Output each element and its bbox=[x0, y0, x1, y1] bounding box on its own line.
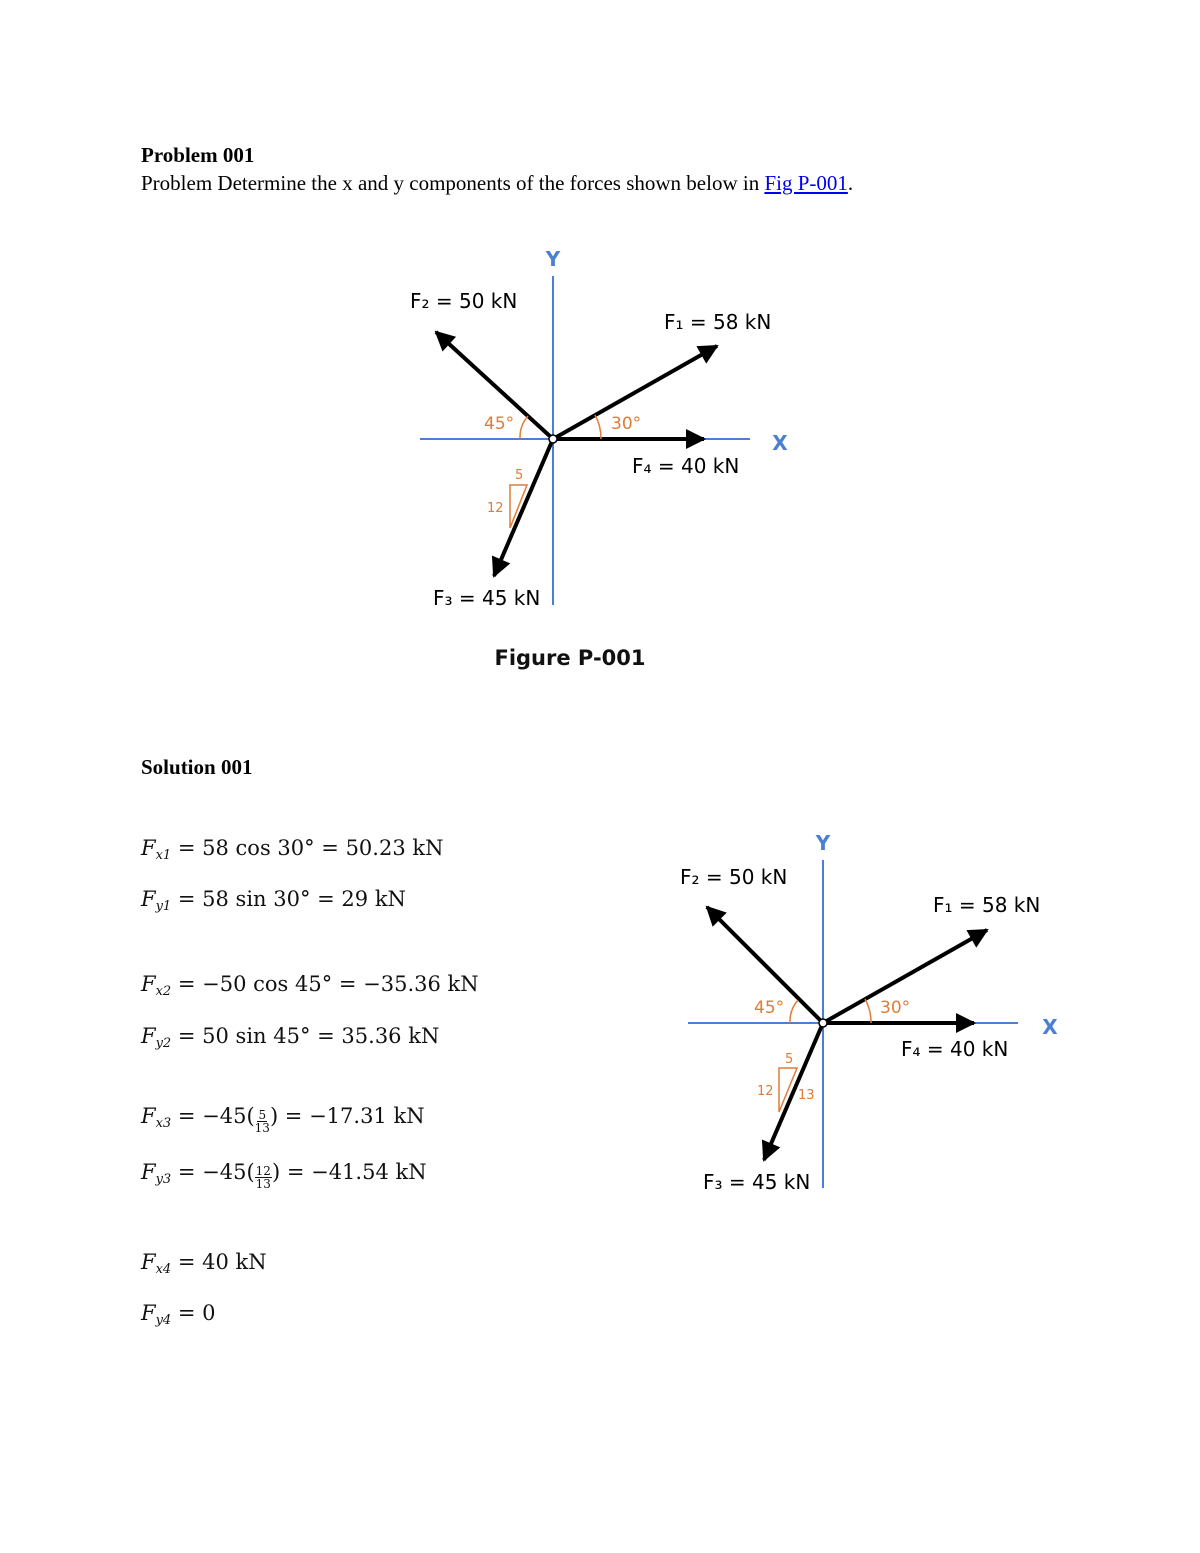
angle-30-label: 30° bbox=[880, 998, 911, 1018]
equation-fy4: $F_{y4} = 0$ bbox=[141, 1301, 216, 1328]
f4-label: F₄ = 40 kN bbox=[901, 1037, 1009, 1061]
equation-fy3: $F_{y3} = -45$( $\frac{12}{13}$ ) = −41.54 kN bbox=[141, 1160, 427, 1191]
figure-caption: Figure P-001 bbox=[494, 646, 646, 670]
origin-point bbox=[819, 1019, 827, 1027]
problem-text-end: . bbox=[847, 171, 854, 195]
f3-label: F₃ = 45 kN bbox=[703, 1170, 811, 1194]
x-axis-label: X bbox=[1042, 1015, 1058, 1039]
angle-45-arc bbox=[520, 416, 528, 439]
angle-30-label: 30° bbox=[611, 414, 642, 434]
angle-45-label: 45° bbox=[484, 414, 515, 434]
angle-30-arc bbox=[595, 415, 601, 439]
y-axis-label: Y bbox=[545, 247, 561, 271]
f4-label: F₄ = 40 kN bbox=[632, 454, 740, 478]
equation-fx3: $F_{x3} = -45$( $\frac{5}{13}$ ) = −17.31 kN bbox=[141, 1104, 425, 1135]
equation-fx2: $F_{x2} = -50$ cos 45° = −35.36 kN bbox=[141, 972, 479, 999]
slope-hyp-label: 13 bbox=[798, 1088, 815, 1103]
angle-45-label: 45° bbox=[754, 998, 785, 1018]
equation-fy1: $F_{y1} = 58$ sin 30° = 29 kN bbox=[141, 887, 406, 914]
solution-title: Solution 001 bbox=[141, 755, 253, 779]
slope-run-label: 5 bbox=[515, 468, 524, 483]
angle-45-arc bbox=[790, 1000, 798, 1023]
equation-fx1: $F_{x1} = 58$ cos 30° = 50.23 kN bbox=[141, 836, 444, 863]
slope-run-label: 5 bbox=[785, 1052, 794, 1067]
f1-label: F₁ = 58 kN bbox=[933, 893, 1041, 917]
problem-title: Problem 001 bbox=[141, 143, 255, 167]
x-axis-label: X bbox=[772, 431, 788, 455]
origin-point bbox=[549, 435, 557, 443]
solution-force-diagram bbox=[670, 825, 1070, 1200]
slope-rise-label: 12 bbox=[487, 501, 504, 516]
angle-30-arc bbox=[865, 999, 871, 1023]
f2-label: F₂ = 50 kN bbox=[410, 289, 518, 313]
y-axis-label: Y bbox=[815, 831, 831, 855]
force-diagram-figure bbox=[400, 240, 820, 680]
f2-label: F₂ = 50 kN bbox=[680, 865, 788, 889]
figure-link[interactable]: Fig P-001 bbox=[764, 171, 848, 195]
equation-fx4: $F_{x4} = 40$ kN bbox=[141, 1250, 267, 1277]
slope-rise-label: 12 bbox=[757, 1084, 774, 1099]
f1-label: F₁ = 58 kN bbox=[664, 310, 772, 334]
problem-statement bbox=[141, 171, 853, 196]
equation-fy2: $F_{y2} = 50$ sin 45° = 35.36 kN bbox=[141, 1024, 440, 1051]
problem-text: Problem Determine the x and y components of the forces shown below in bbox=[141, 171, 765, 195]
f3-label: F₃ = 45 kN bbox=[433, 586, 541, 610]
